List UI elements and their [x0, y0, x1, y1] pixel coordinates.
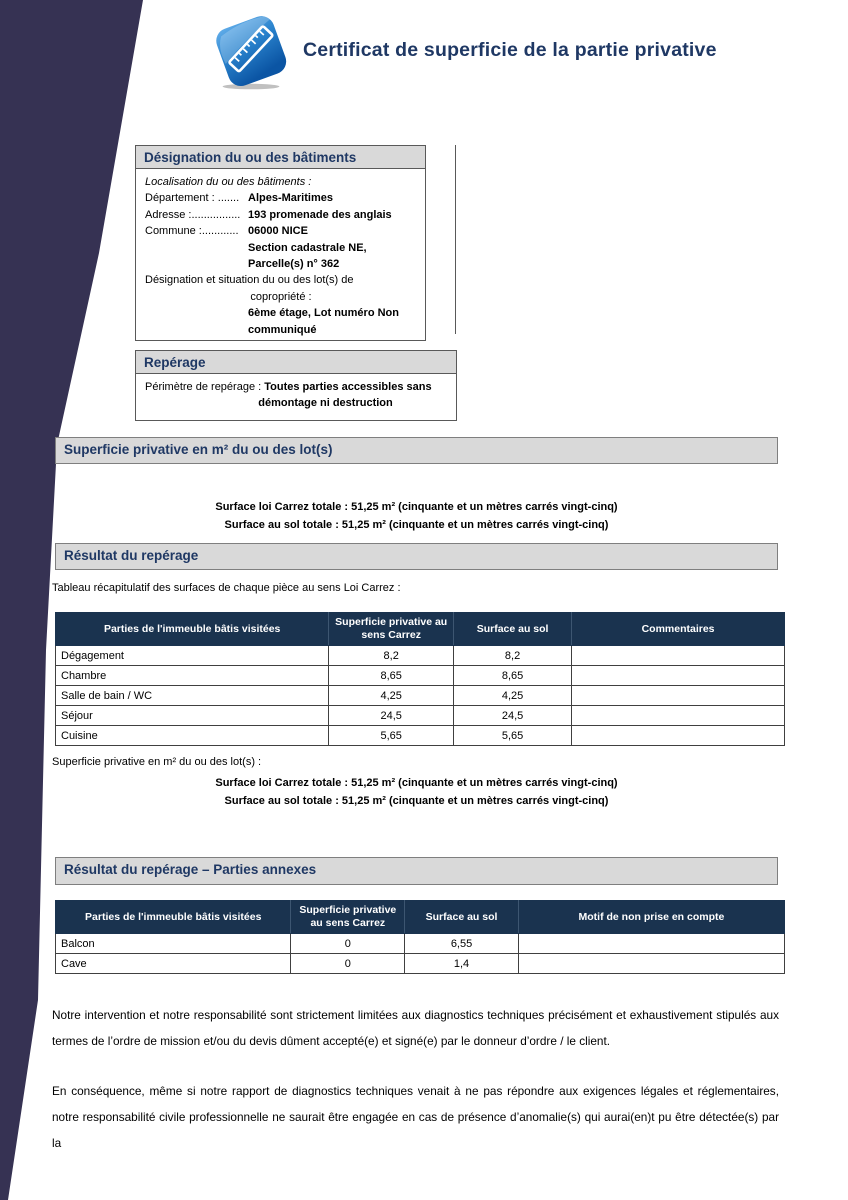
table-cell: 8,2	[454, 646, 572, 666]
table-cell	[518, 954, 784, 974]
table-cell: 24,5	[329, 706, 454, 726]
disclaimer-paragraph: En conséquence, même si notre rapport de diagnostics techniques venait à ne pas répondre aux exigences légales et réglementaires, notre responsabilité civile professionnelle ne saurait être engagée en cas de présence d’anomalie(s) qui aurai(en)t pu être détectée(s) par la	[52, 1084, 779, 1150]
table-cell: 8,65	[454, 666, 572, 686]
perimetre-value: Toutes parties accessibles sans	[264, 381, 432, 393]
table-cell: Cuisine	[56, 726, 329, 746]
table-cell: 4,25	[454, 686, 572, 706]
table-cell: Salle de bain / WC	[56, 686, 329, 706]
table-cell	[572, 686, 785, 706]
cadastre-line: Section cadastrale NE,	[248, 241, 367, 254]
table-row	[56, 686, 785, 706]
totals-block	[55, 499, 778, 534]
table-header-row	[56, 901, 785, 934]
table-cell: 8,65	[329, 666, 454, 686]
commune-value: 06000 NICE	[248, 225, 308, 238]
totals-block	[55, 775, 778, 810]
section-banner-resultat: Résultat du repérage	[55, 543, 778, 570]
column-header: Parties de l'immeuble bâtis visitées	[56, 901, 291, 934]
lot-value-line: communiqué	[248, 323, 317, 336]
lot-label-line: copropriété :	[250, 290, 312, 303]
lot-value-line: 6ème étage, Lot numéro Non	[248, 307, 399, 320]
table-cell: Séjour	[56, 706, 329, 726]
table-cell: Cave	[56, 954, 291, 974]
lot-label-line: Désignation et situation du ou des lot(s) de	[145, 274, 354, 287]
perimetre-value: démontage ni destruction	[258, 397, 393, 410]
table-cell: 5,65	[454, 726, 572, 746]
table-row	[56, 706, 785, 726]
localisation-label: Localisation du ou des bâtiments :	[145, 176, 312, 188]
table-row	[56, 666, 785, 686]
table-cell	[572, 726, 785, 746]
superficie-line-text: Superficie privative en m² du ou des lot(s) :	[52, 756, 262, 768]
table-row	[56, 646, 785, 666]
table-cell: 1,4	[405, 954, 519, 974]
table-cell: 0	[291, 954, 405, 974]
adresse-row: Adresse :................ 193 promenade des anglais	[145, 208, 392, 221]
departement-value: Alpes-Maritimes	[248, 192, 333, 205]
designation-box	[135, 145, 426, 341]
total-sol: Surface au sol totale : 51,25 m² (cinquante et un mètres carrés vingt-cinq)	[224, 794, 609, 807]
disclaimer-paragraph: Notre intervention et notre responsabilité sont strictement limitées aux diagnostics techniques précisément et exhaustivement stipulés aux termes de l’ordre de mission et/ou du devis dûment accepté(e) et signé(e) par le donneur d’ordre / le client.	[52, 1008, 779, 1048]
table-cell	[572, 666, 785, 686]
annexes-table	[55, 900, 785, 974]
section-banner-annexes: Résultat du repérage – Parties annexes	[55, 857, 778, 885]
perimetre-row: Périmètre de repérage : Toutes parties accessibles sans	[145, 381, 432, 393]
table-header-row	[56, 613, 785, 646]
column-header: Parties de l'immeuble bâtis visitées	[56, 613, 329, 646]
reperage-box-title: Repérage	[136, 351, 456, 374]
adresse-value: 193 promenade des anglais	[248, 208, 392, 221]
table-cell: 5,65	[329, 726, 454, 746]
column-header: Superficie privative au sens Carrez	[291, 901, 405, 934]
table-cell: Balcon	[56, 934, 291, 954]
column-header: Surface au sol	[405, 901, 519, 934]
column-header: Motif de non prise en compte	[518, 901, 784, 934]
rooms-table	[55, 612, 785, 746]
table-cell: Chambre	[56, 666, 329, 686]
table-intro-text: Tableau récapitulatif des surfaces de chaque pièce au sens Loi Carrez :	[52, 582, 401, 594]
table-cell: 6,55	[405, 934, 519, 954]
total-sol: Surface au sol totale : 51,25 m² (cinquante et un mètres carrés vingt-cinq)	[224, 518, 609, 531]
table-cell	[572, 646, 785, 666]
logo-shadow	[223, 84, 280, 90]
total-carrez: Surface loi Carrez totale : 51,25 m² (cinquante et un mètres carrés vingt-cinq)	[215, 777, 618, 789]
designation-box-title: Désignation du ou des bâtiments	[136, 146, 425, 169]
column-header: Surface au sol	[454, 613, 572, 646]
table-cell: Dégagement	[56, 646, 329, 666]
table-cell: 8,2	[329, 646, 454, 666]
column-header: Superficie privative au sens Carrez	[329, 613, 454, 646]
reperage-box	[135, 350, 457, 421]
table-cell: 4,25	[329, 686, 454, 706]
table-row	[56, 726, 785, 746]
commune-row: Commune :............ 06000 NICE	[145, 225, 308, 238]
table-row	[56, 934, 785, 954]
table-row	[56, 954, 785, 974]
page-title: Certificat de superficie de la partie privative	[303, 39, 717, 61]
column-divider-line	[455, 145, 456, 334]
table-cell	[518, 934, 784, 954]
table-cell: 0	[291, 934, 405, 954]
app-logo	[208, 10, 294, 96]
total-carrez: Surface loi Carrez totale : 51,25 m² (cinquante et un mètres carrés vingt-cinq)	[215, 501, 618, 513]
table-cell	[572, 706, 785, 726]
section-banner-superficie: Superficie privative en m² du ou des lot(s)	[55, 437, 778, 464]
departement-row: Département : ....... Alpes-Maritimes	[145, 192, 333, 205]
cadastre-line: Parcelle(s) n° 362	[248, 258, 340, 271]
column-header: Commentaires	[572, 613, 785, 646]
table-cell: 24,5	[454, 706, 572, 726]
